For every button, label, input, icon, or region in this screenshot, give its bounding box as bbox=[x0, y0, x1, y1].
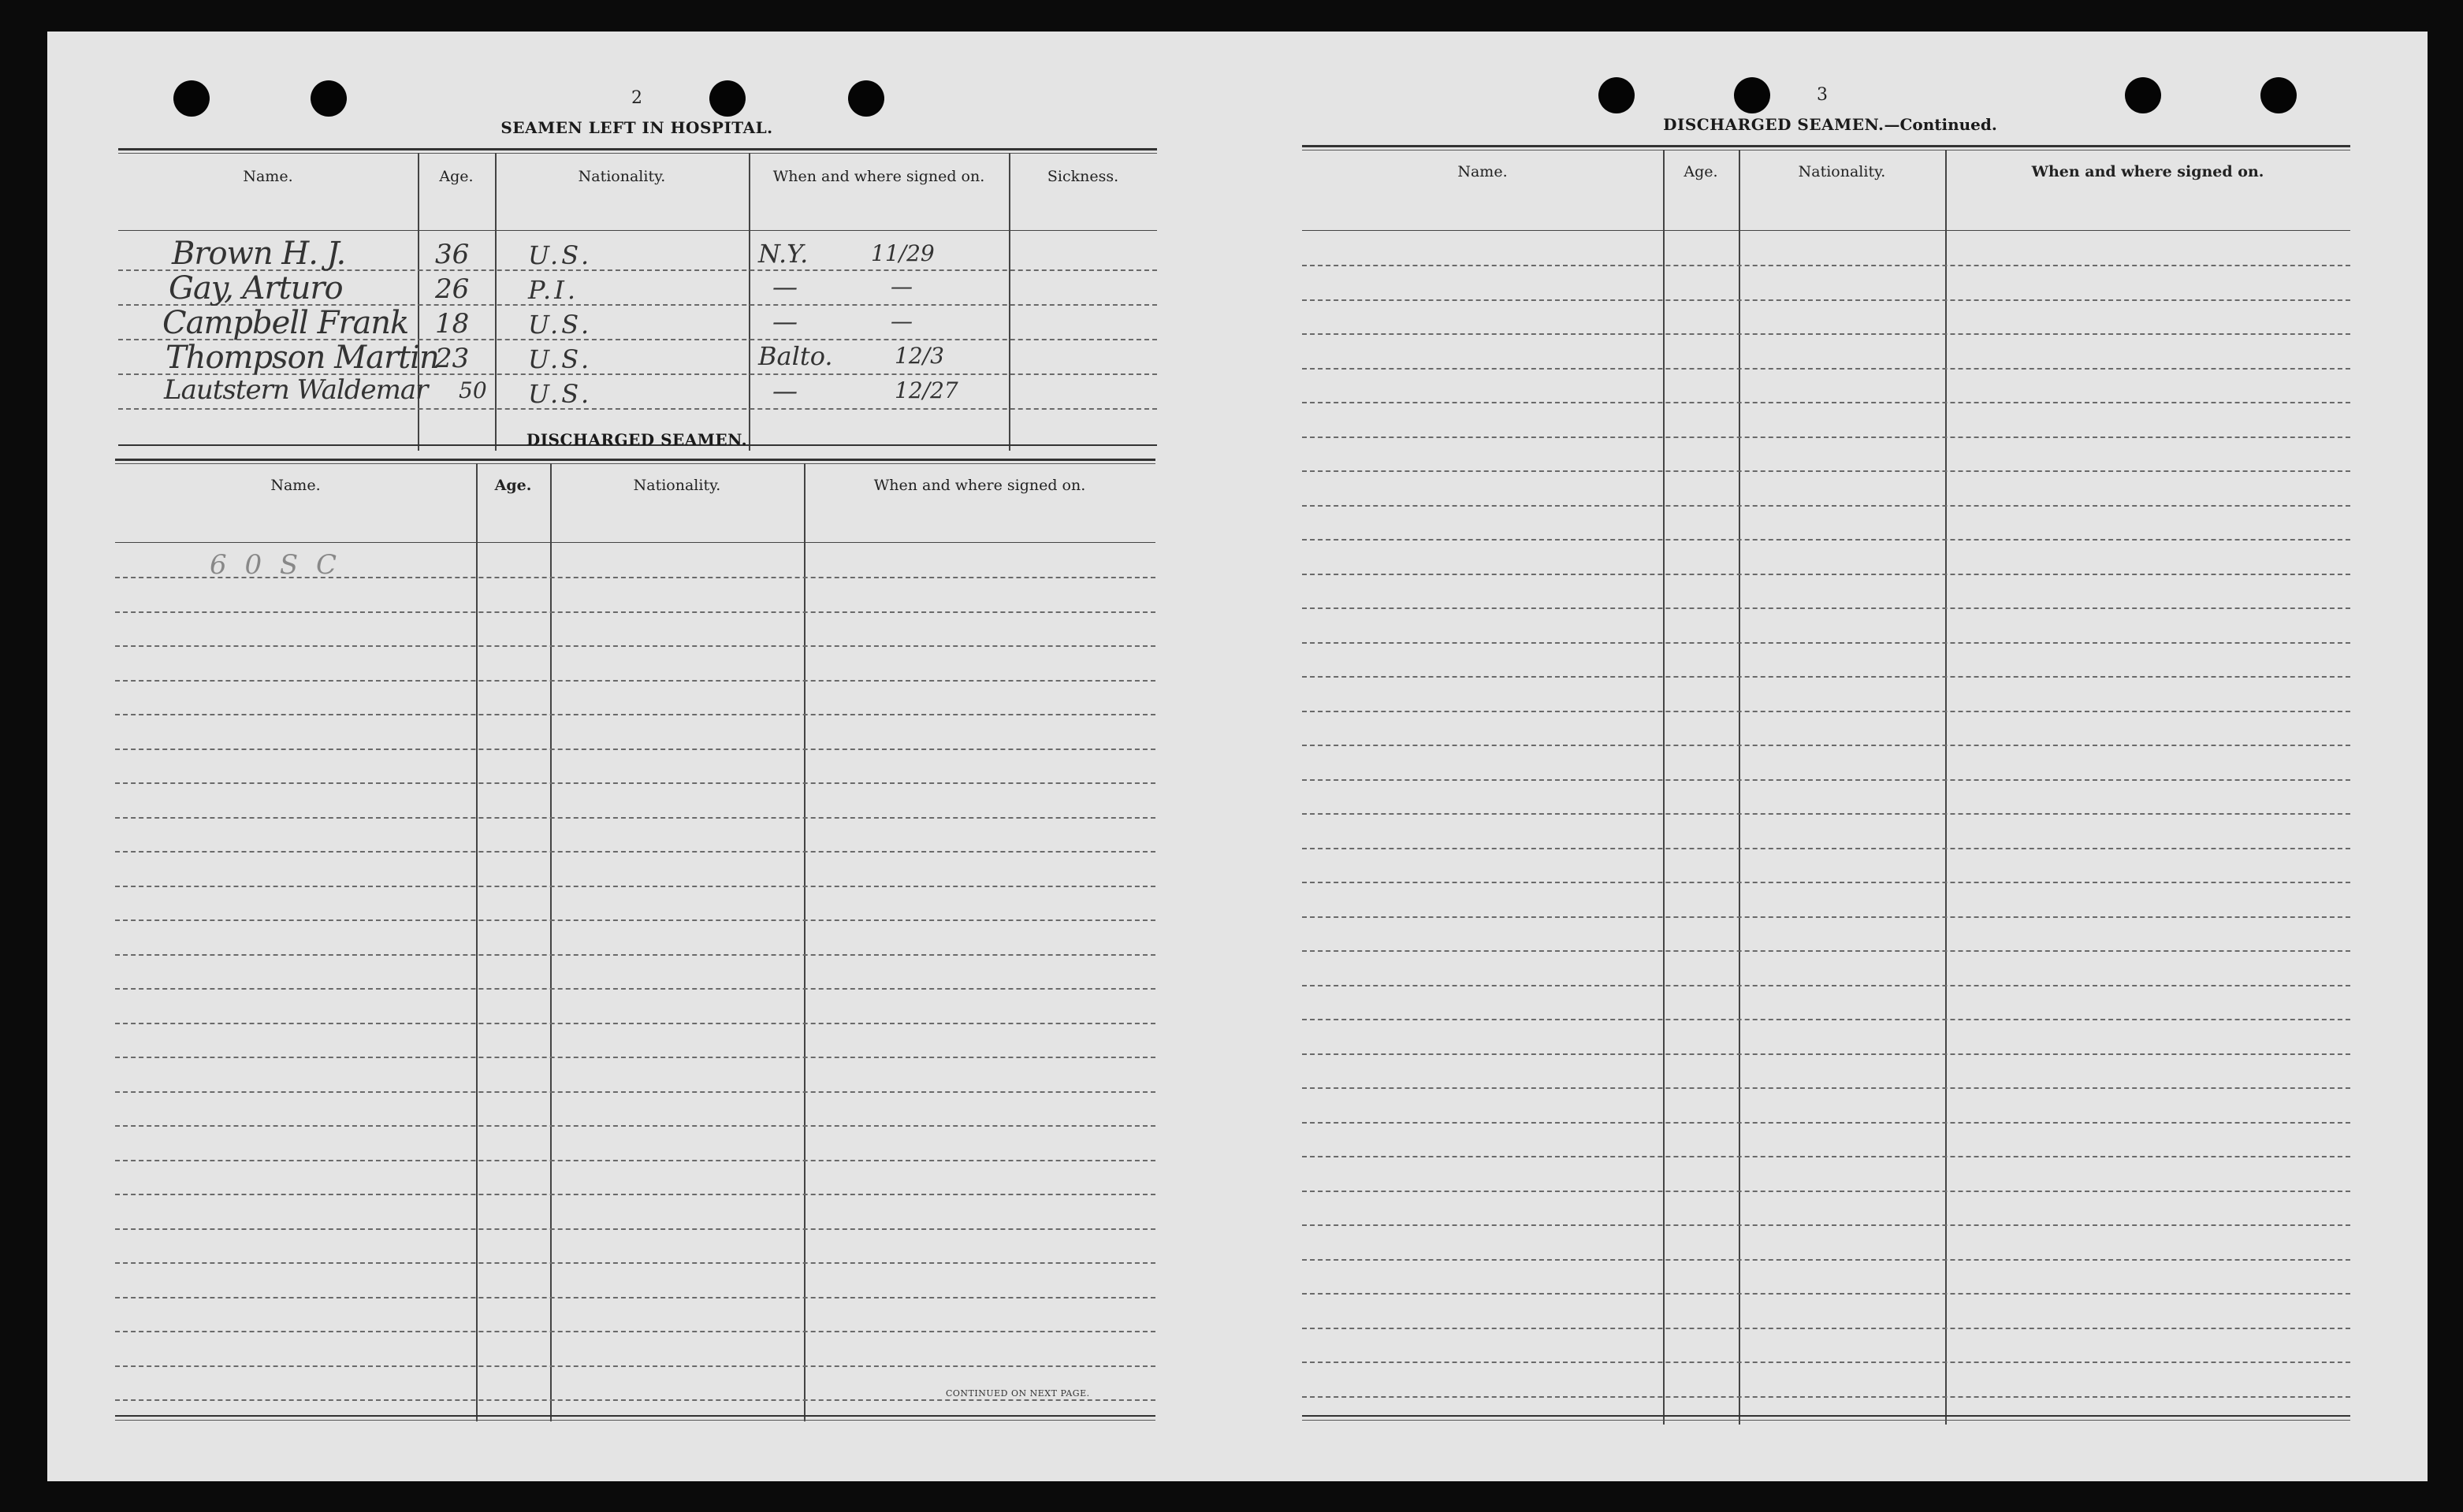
ruled-line bbox=[1302, 985, 2350, 986]
ruled-line bbox=[115, 851, 1155, 853]
ruled-line bbox=[115, 714, 1155, 715]
ruled-line bbox=[1302, 1328, 2350, 1329]
table-row-age: 50 bbox=[459, 377, 487, 403]
discharged-section-title: DISCHARGED SEAMEN. bbox=[526, 430, 748, 449]
ruled-line bbox=[1302, 265, 2350, 266]
ruled-line bbox=[1302, 1019, 2350, 1020]
table-row-age: 26 bbox=[435, 273, 470, 305]
discharged-first-entry: 6 0 S C bbox=[210, 549, 341, 581]
table-row-date: — bbox=[891, 273, 913, 299]
ruled-line bbox=[115, 1091, 1155, 1093]
ruled-line bbox=[115, 782, 1155, 784]
header-signed-on: When and where signed on. bbox=[873, 477, 1086, 494]
header-name: Name. bbox=[243, 168, 293, 185]
ruled-line bbox=[1302, 642, 2350, 644]
table-row-place: — bbox=[772, 376, 798, 406]
ruled-line bbox=[1302, 882, 2350, 883]
table-row-date: 12/3 bbox=[895, 343, 944, 369]
ruled-line bbox=[115, 1399, 1155, 1401]
ruled-line bbox=[115, 1262, 1155, 1264]
ruled-line bbox=[115, 886, 1155, 887]
ruled-line bbox=[1302, 505, 2350, 507]
table-row-date: — bbox=[891, 308, 913, 334]
ruled-line bbox=[1302, 574, 2350, 575]
ruled-line bbox=[1302, 1224, 2350, 1226]
punch-hole bbox=[1734, 77, 1770, 113]
ruled-line bbox=[115, 1365, 1155, 1367]
header-age: Age. bbox=[439, 168, 474, 185]
header-signed-on: When and where signed on. bbox=[772, 168, 985, 185]
table-row-age: 18 bbox=[435, 308, 470, 340]
table-row-name: Gay, Arturo bbox=[169, 270, 343, 306]
ruled-line bbox=[115, 919, 1155, 921]
table-row-nationality: U.S. bbox=[528, 344, 593, 374]
ruled-line bbox=[1302, 711, 2350, 712]
table-row-place: N.Y. bbox=[758, 239, 809, 269]
table-row-place: — bbox=[772, 272, 798, 302]
ruled-line bbox=[1302, 1293, 2350, 1295]
ruled-line bbox=[1302, 607, 2350, 609]
title-continued: —Continued. bbox=[1884, 115, 1997, 134]
table-row-place: — bbox=[772, 306, 798, 336]
ruled-line bbox=[1302, 437, 2350, 438]
ruled-line bbox=[1302, 1053, 2350, 1055]
title-main: DISCHARGED SEAMEN. bbox=[1663, 115, 1884, 134]
hospital-section-title: SEAMEN LEFT IN HOSPITAL. bbox=[500, 118, 773, 137]
ruled-line bbox=[1302, 813, 2350, 815]
header-age: Age. bbox=[494, 477, 532, 494]
table-row-date: 12/27 bbox=[895, 377, 958, 403]
ruled-line bbox=[115, 1125, 1155, 1127]
table-row-name: Thompson Martin bbox=[166, 340, 439, 376]
table-row-name: Lautstern Waldemar bbox=[164, 374, 428, 406]
ruled-line bbox=[1302, 1156, 2350, 1157]
ruled-line bbox=[115, 1160, 1155, 1161]
punch-hole bbox=[709, 80, 746, 117]
table-row-name: Campbell Frank bbox=[162, 305, 409, 341]
ruled-line bbox=[115, 1023, 1155, 1024]
ruled-line bbox=[1302, 1396, 2350, 1398]
ruled-line bbox=[1302, 1122, 2350, 1124]
ruled-line bbox=[115, 611, 1155, 613]
punch-hole bbox=[2260, 77, 2297, 113]
table-row-nationality: P.I. bbox=[528, 275, 579, 305]
header-name: Name. bbox=[1457, 163, 1508, 180]
ruled-line bbox=[1302, 779, 2350, 781]
ruled-line bbox=[1302, 1259, 2350, 1261]
punch-hole bbox=[2125, 77, 2161, 113]
header-nationality: Nationality. bbox=[578, 168, 666, 185]
header-sickness: Sickness. bbox=[1047, 168, 1119, 185]
register-sheet bbox=[47, 32, 2428, 1481]
table-row-age: 23 bbox=[435, 343, 470, 374]
ruled-line bbox=[115, 1194, 1155, 1195]
ruled-line bbox=[1302, 1191, 2350, 1192]
ruled-line bbox=[115, 645, 1155, 647]
ruled-line bbox=[1302, 848, 2350, 849]
ruled-line bbox=[115, 1331, 1155, 1332]
ruled-line bbox=[1302, 676, 2350, 678]
ruled-line bbox=[1302, 333, 2350, 335]
ruled-line bbox=[1302, 1087, 2350, 1089]
ruled-line bbox=[1302, 470, 2350, 472]
punch-hole bbox=[173, 80, 210, 117]
ruled-line bbox=[115, 1228, 1155, 1230]
table-row-place: Balto. bbox=[758, 341, 833, 371]
hospital-table bbox=[118, 148, 1157, 451]
discharged-table-left bbox=[115, 459, 1155, 1421]
page-number-left: 2 bbox=[631, 88, 642, 108]
header-name: Name. bbox=[270, 477, 321, 494]
ruled-line bbox=[115, 749, 1155, 750]
table-row-nationality: U.S. bbox=[528, 379, 593, 409]
ruled-line bbox=[115, 954, 1155, 956]
discharged-table-right bbox=[1302, 145, 2350, 1425]
ruled-line bbox=[115, 1057, 1155, 1058]
discharged-continued-title bbox=[1663, 115, 1997, 134]
ruled-line bbox=[1302, 916, 2350, 918]
ruled-line bbox=[115, 1297, 1155, 1298]
header-age: Age. bbox=[1684, 163, 1718, 180]
ruled-line bbox=[1302, 1362, 2350, 1363]
ruled-line bbox=[115, 988, 1155, 990]
punch-hole bbox=[848, 80, 884, 117]
ruled-line bbox=[115, 817, 1155, 819]
punch-hole bbox=[311, 80, 347, 117]
punch-hole bbox=[1598, 77, 1635, 113]
header-signed-on: When and where signed on. bbox=[2031, 163, 2264, 180]
header-nationality: Nationality. bbox=[633, 477, 721, 494]
header-nationality: Nationality. bbox=[1798, 163, 1886, 180]
table-row-nationality: U.S. bbox=[528, 310, 593, 340]
ruled-line bbox=[1302, 950, 2350, 952]
ruled-line bbox=[1302, 299, 2350, 301]
ruled-line bbox=[115, 680, 1155, 682]
table-row-age: 36 bbox=[435, 239, 470, 270]
page-number-right: 3 bbox=[1817, 85, 1828, 105]
table-row-name: Brown H. J. bbox=[172, 236, 346, 272]
ruled-line bbox=[1302, 745, 2350, 746]
ruled-line bbox=[1302, 368, 2350, 370]
table-row-date: 11/29 bbox=[871, 240, 935, 266]
ruled-line bbox=[1302, 539, 2350, 541]
ruled-line bbox=[1302, 402, 2350, 403]
continued-note: CONTINUED ON NEXT PAGE. bbox=[946, 1388, 1090, 1399]
table-row-nationality: U.S. bbox=[528, 240, 593, 270]
